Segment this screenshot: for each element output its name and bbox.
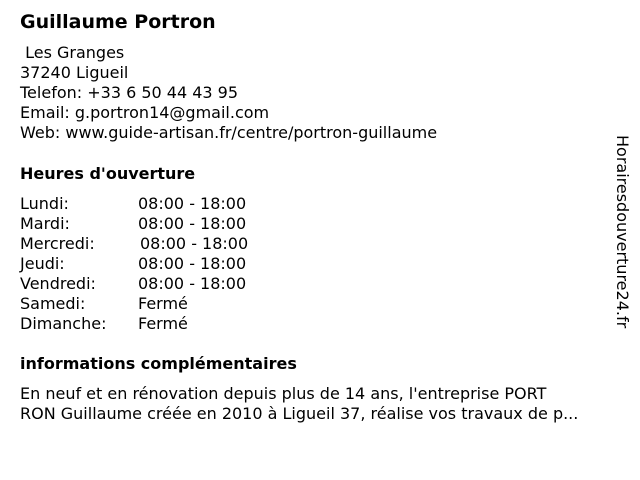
hours-time: 08:00 - 18:00 (138, 194, 247, 213)
hours-day: Lundi: (20, 194, 69, 213)
hours-table (20, 194, 280, 334)
hours-day: Mercredi: (20, 234, 95, 253)
hours-time: Fermé (138, 294, 188, 313)
email-line: Email: g.portron14@gmail.com (20, 103, 270, 122)
hours-row (20, 254, 280, 274)
hours-day: Vendredi: (20, 274, 96, 293)
site-watermark: Horairesdouverture24.fr (613, 135, 632, 329)
hours-row (20, 274, 280, 294)
hours-row (20, 234, 280, 254)
contact-block (20, 43, 437, 143)
description-line: RON Guillaume créée en 2010 à Ligueil 37, réalise vos travaux de p... (20, 404, 579, 423)
hours-row (20, 214, 280, 234)
hours-day: Jeudi: (20, 254, 65, 273)
business-name: Guillaume Portron (20, 11, 216, 33)
phone-line: Telefon: +33 6 50 44 43 95 (20, 83, 239, 102)
info-heading: informations complémentaires (20, 354, 297, 373)
info-description (20, 384, 630, 424)
hours-row (20, 194, 280, 214)
hours-time: Fermé (138, 314, 188, 333)
hours-day: Samedi: (20, 294, 86, 313)
web-line: Web: www.guide-artisan.fr/centre/portron-guillaume (20, 123, 438, 142)
hours-time: 08:00 - 18:00 (138, 214, 247, 233)
hours-day: Dimanche: (20, 314, 107, 333)
hours-time: 08:00 - 18:00 (138, 274, 247, 293)
hours-row (20, 294, 280, 314)
description-line: En neuf et en rénovation depuis plus de 14 ans, l'entreprise PORT (20, 384, 547, 403)
address-city: 37240 Ligueil (20, 63, 129, 82)
hours-time: 08:00 - 18:00 (140, 234, 249, 253)
address-street: Les Granges (20, 43, 125, 62)
hours-day: Mardi: (20, 214, 70, 233)
hours-row (20, 314, 280, 334)
hours-time: 08:00 - 18:00 (138, 254, 247, 273)
hours-heading: Heures d'ouverture (20, 164, 196, 183)
